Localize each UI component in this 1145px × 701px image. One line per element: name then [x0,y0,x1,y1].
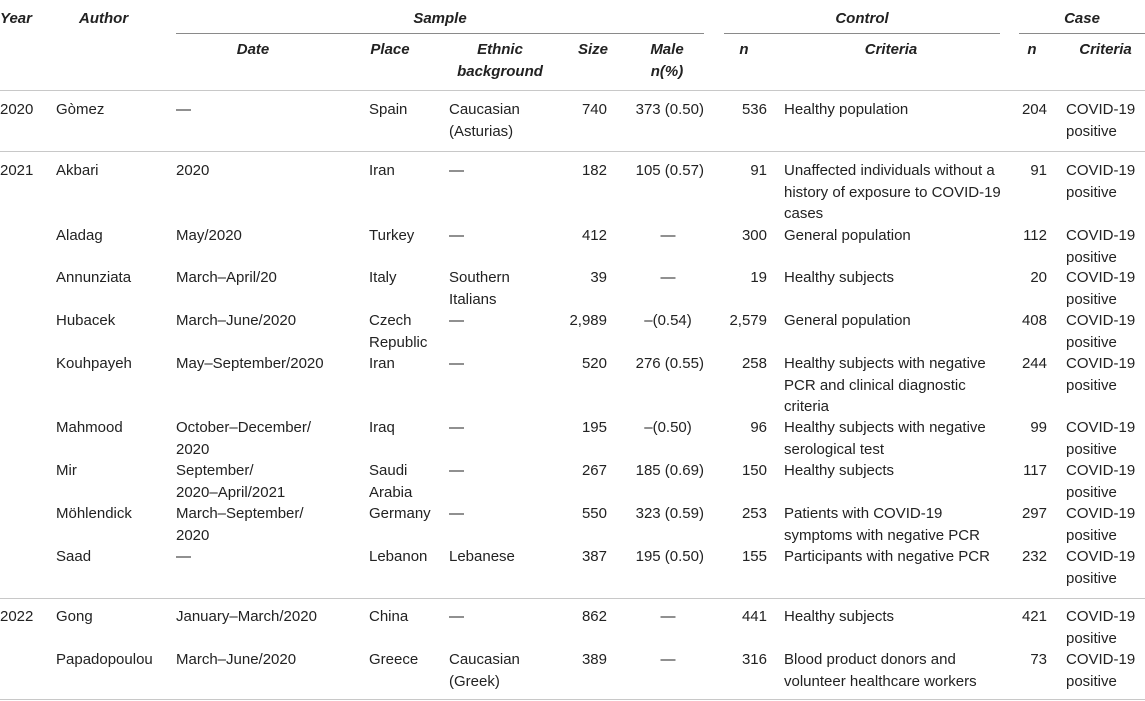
cell-ethnic: — [449,462,464,479]
table-row [0,267,1145,311]
cell-case-n: 73 [1030,651,1047,668]
cell-date: September/ 2020–April/2021 [176,462,286,501]
cell-case-n: 91 [1030,162,1047,179]
cell-case-criteria: COVID-19 positive [1066,269,1136,308]
cell-control-n: 253 [741,505,767,522]
cell-control-criteria: Participants with negative PCR [784,548,990,565]
cell-male: 185 (0.69) [635,462,704,479]
cell-male: — [660,269,676,286]
cell-male: 195 (0.50) [635,548,704,565]
cell-date: — [176,548,191,565]
cell-size: 740 [581,101,607,118]
cell-control-n: 2,579 [729,312,767,329]
cell-control-n: 300 [741,227,767,244]
header-control: Control [835,10,889,27]
header-size: Size [577,41,608,58]
cell-size: 195 [581,419,607,436]
cell-ethnic: Caucasian (Asturias) [449,101,520,140]
cell-male: 373 (0.50) [635,101,704,118]
group-year: 2021 [0,162,34,179]
cell-size: 550 [581,505,607,522]
header-male: Male n(%) [650,41,684,80]
cell-date: May–September/2020 [176,355,324,372]
cell-place: Turkey [369,227,415,244]
sample-group-rule [176,33,704,34]
cell-ethnic: Lebanese [449,548,515,565]
table-row [0,160,1145,226]
cell-case-n: 232 [1021,548,1047,565]
cell-size: 39 [590,269,607,286]
cell-case-n: 244 [1021,355,1047,372]
cell-control-criteria: General population [784,312,911,329]
cell-size: 267 [581,462,607,479]
cell-date: March–September/ 2020 [176,505,304,544]
cell-date: January–March/2020 [176,608,317,625]
cell-date: March–June/2020 [176,651,297,668]
cell-ethnic: — [449,355,464,372]
cell-control-n: 536 [741,101,767,118]
cell-control-n: 19 [750,269,767,286]
control-group-rule [724,33,1000,34]
cell-case-criteria: COVID-19 positive [1066,462,1136,501]
cell-author: Hubacek [56,312,116,329]
table-row [0,503,1145,547]
cell-place: Italy [369,269,397,286]
header-author: Author [79,10,129,27]
cell-date: May/2020 [176,227,242,244]
cell-author: Annunziata [56,269,132,286]
cell-date: October–December/ 2020 [176,419,312,458]
cell-place: Iraq [369,419,395,436]
cell-case-n: 297 [1021,505,1047,522]
cell-size: 182 [581,162,607,179]
cell-author: Kouhpayeh [56,355,132,372]
table-row [0,417,1145,461]
cell-control-criteria: Healthy subjects [784,608,895,625]
cell-control-n: 150 [741,462,767,479]
header-case-n: n [1027,41,1037,58]
cell-control-criteria: Healthy subjects [784,269,895,286]
cell-place: Germany [369,505,431,522]
cell-author: Mahmood [56,419,123,436]
cell-place: Iran [369,162,395,179]
cell-size: 389 [581,651,607,668]
case-group-rule [1019,33,1145,34]
header-case: Case [1064,10,1100,27]
table-row [0,99,1145,145]
table-row [0,606,1145,650]
cell-control-criteria: Unaffected individuals without a history of exposure to COVID-19 cases [784,162,1001,222]
cell-size: 2,989 [569,312,607,329]
cell-ethnic: — [449,227,464,244]
cell-case-n: 421 [1021,608,1047,625]
table-row [0,649,1145,695]
header-date: Date [236,41,270,58]
cell-case-criteria: COVID-19 positive [1066,227,1136,266]
cell-place: Greece [369,651,419,668]
cell-date: — [176,101,191,118]
cell-case-criteria: COVID-19 positive [1066,355,1136,394]
cell-case-criteria: COVID-19 positive [1066,419,1136,458]
cell-control-criteria: Healthy subjects [784,462,895,479]
cell-case-n: 20 [1030,269,1047,286]
cell-place: China [369,608,409,625]
cell-control-criteria: General population [784,227,911,244]
header-sample: Sample [413,10,467,27]
cell-male: — [660,608,676,625]
cell-date: 2020 [176,162,210,179]
header-control-criteria: Criteria [864,41,918,58]
cell-case-n: 112 [1023,227,1047,244]
cell-case-n: 204 [1021,101,1047,118]
cell-control-n: 96 [750,419,767,436]
cell-size: 520 [581,355,607,372]
cell-male: — [660,651,676,668]
cell-ethnic: — [449,312,464,329]
cell-case-criteria: COVID-19 positive [1066,651,1136,690]
cell-date: March–April/20 [176,269,277,286]
group-divider [0,598,1145,599]
cell-case-n: 408 [1021,312,1047,329]
cell-control-criteria: Healthy subjects with negative serological test [784,419,986,458]
cell-control-criteria: Healthy population [784,101,909,118]
header-bottom-rule [0,90,1145,91]
cell-author: Gòmez [56,101,105,118]
cell-place: Iran [369,355,395,372]
group-year: 2022 [0,608,34,625]
cell-case-criteria: COVID-19 positive [1066,505,1136,544]
cell-male: 323 (0.59) [635,505,704,522]
table-row [0,353,1145,419]
cell-male: –(0.54) [644,312,692,329]
table-row [0,546,1145,590]
header-case-criteria: Criteria [1079,41,1132,58]
cell-author: Möhlendick [56,505,132,522]
table-row [0,310,1145,354]
cell-author: Saad [56,548,92,565]
cell-author: Aladag [56,227,103,244]
cell-author: Akbari [56,162,99,179]
cell-case-criteria: COVID-19 positive [1066,312,1136,351]
cell-size: 412 [581,227,607,244]
cell-place: Spain [369,101,408,118]
cell-control-n: 155 [741,548,767,565]
cell-control-criteria: Patients with COVID-19 symptoms with negative PCR [784,505,980,544]
cell-control-criteria: Blood product donors and volunteer healthcare workers [784,651,977,690]
table-row [0,460,1145,504]
cell-case-criteria: COVID-19 positive [1066,162,1136,201]
cell-case-n: 99 [1030,419,1047,436]
group-divider [0,151,1145,152]
cell-place: Saudi Arabia [369,462,413,501]
cell-author: Gong [56,608,93,625]
cell-case-criteria: COVID-19 positive [1066,101,1136,140]
group-year: 2020 [0,101,34,118]
cell-ethnic: — [449,162,464,179]
cell-male: 105 (0.57) [635,162,704,179]
header-control-n: n [739,41,749,58]
cell-date: March–June/2020 [176,312,297,329]
cell-control-n: 441 [741,608,767,625]
header-ethnic: Ethnic background [457,41,543,80]
table-row [0,225,1145,269]
cell-ethnic: — [449,419,464,436]
cell-author: Mir [56,462,77,479]
cell-ethnic: Southern Italians [449,269,510,308]
cell-ethnic: — [449,505,464,522]
cell-control-n: 316 [741,651,767,668]
table-bottom-rule [0,699,1145,700]
cell-author: Papadopoulou [56,651,153,668]
header-year: Year [0,10,32,27]
cell-case-n: 117 [1023,462,1047,479]
cell-control-n: 258 [741,355,767,372]
cell-size: 862 [581,608,607,625]
cell-male: 276 (0.55) [635,355,704,372]
cell-control-criteria: Healthy subjects with negative PCR and clinical diagnostic criteria [784,355,986,415]
cell-place: Czech Republic [369,312,428,351]
cell-place: Lebanon [369,548,428,565]
cell-case-criteria: COVID-19 positive [1066,608,1136,647]
cell-ethnic: — [449,608,464,625]
cell-case-criteria: COVID-19 positive [1066,548,1136,587]
cell-male: –(0.50) [644,419,692,436]
header-place: Place [370,41,410,58]
cell-size: 387 [581,548,607,565]
cell-male: — [660,227,676,244]
cell-ethnic: Caucasian (Greek) [449,651,520,690]
cell-control-n: 91 [750,162,767,179]
